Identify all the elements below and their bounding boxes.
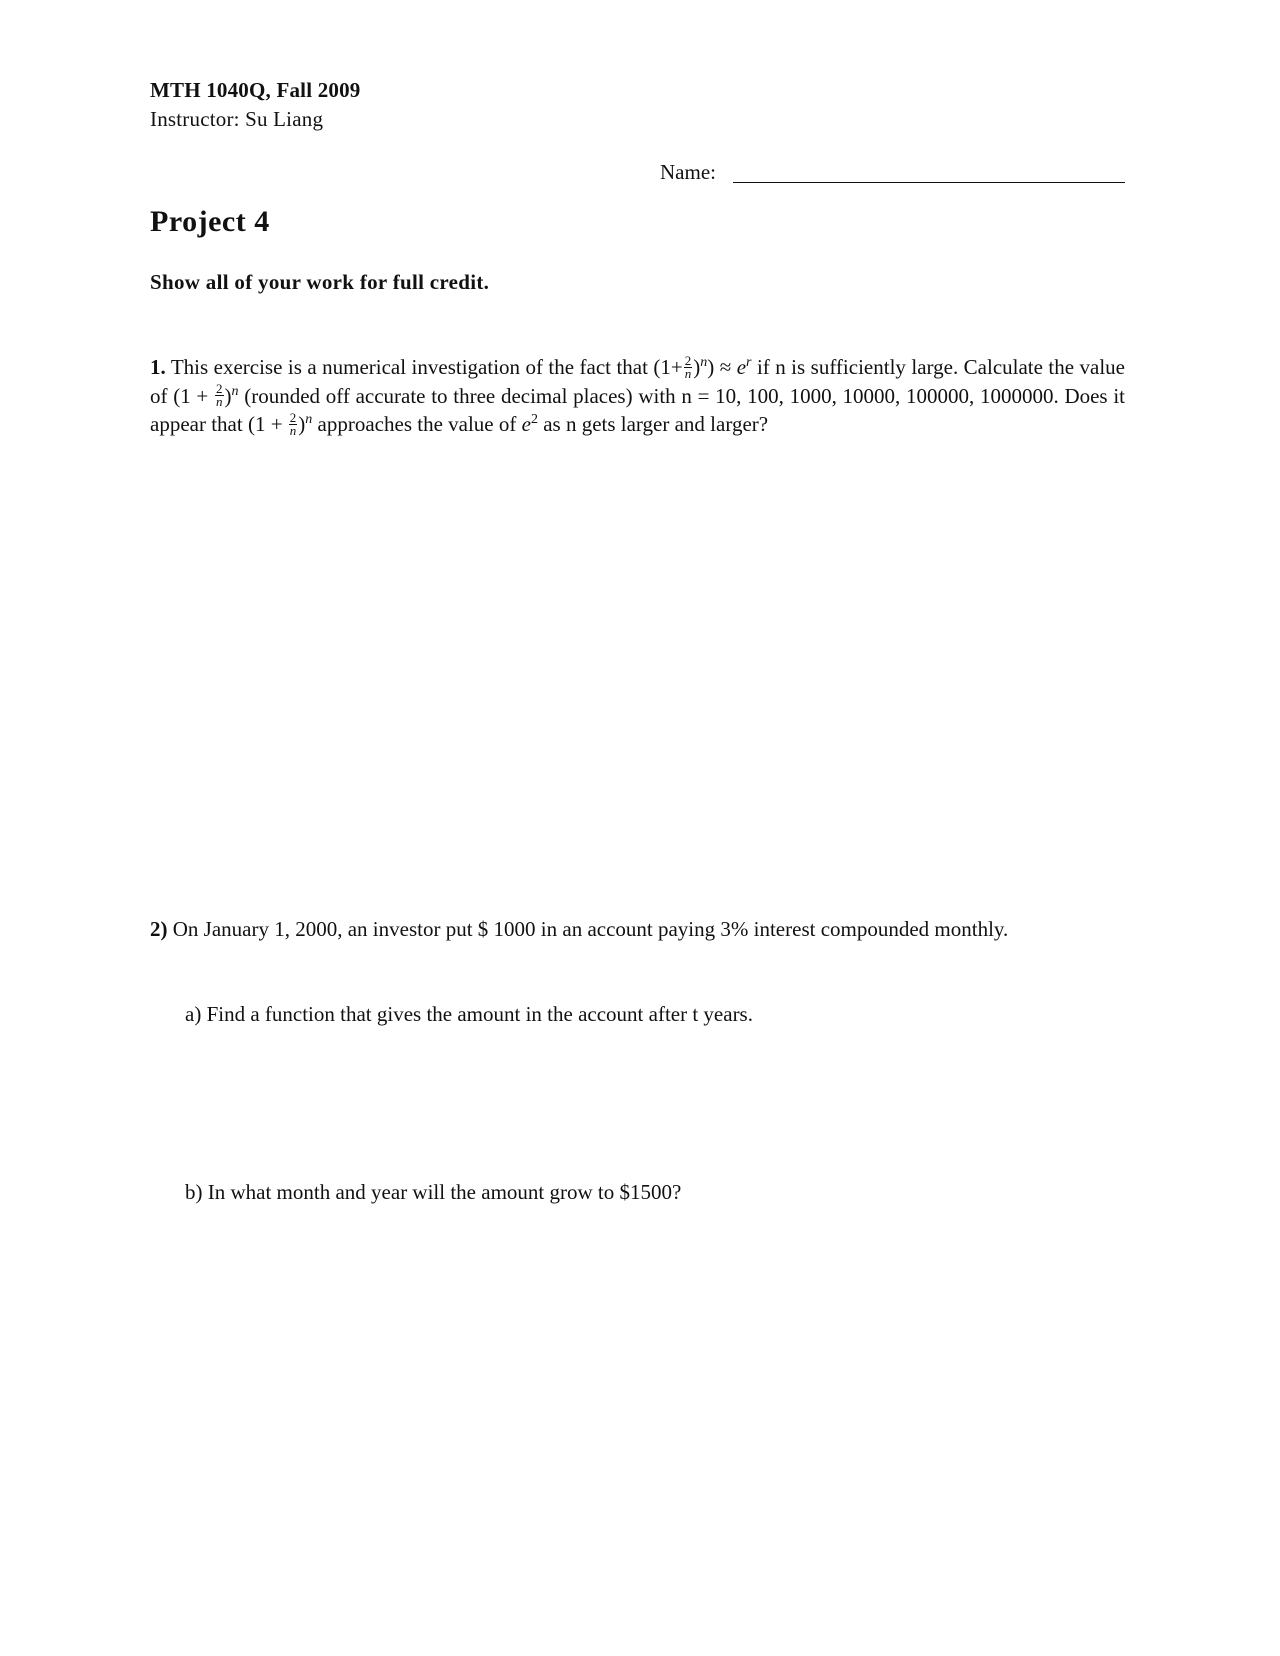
name-blank-line — [733, 182, 1125, 183]
expression-formula-2: (1 + $\frac{2}{n}$ )$^n$ — [247, 410, 313, 439]
limit-formula: (1+ $\frac{2}{n}$ )$^n) \approx e^r$ — [653, 352, 752, 381]
problem-1-number: 1. — [150, 355, 166, 379]
expression-formula: (1 + $\frac{2}{n}$ )$^n$ — [173, 381, 239, 410]
problem-2-part-a: a) Find a function that gives the amount in the account after t years. — [185, 1002, 753, 1026]
problem-2-text: On January 1, 2000, an investor put $ 1000 in an account paying 3% interest compounded monthly. — [167, 917, 1009, 941]
instructor-line: Instructor: Su Liang — [150, 107, 324, 131]
problem-1-text-e: as n gets larger and larger? — [537, 412, 769, 437]
problem-1-text-a: This exercise is a numerical investigation of the fact that — [170, 355, 654, 379]
problem-1-text-d: approaches the value of — [312, 412, 522, 437]
course-heading: MTH 1040Q, Fall 2009 — [150, 78, 361, 102]
problem-1 — [150, 353, 1125, 439]
problem-2 — [150, 915, 1125, 944]
problem-1-text-c: (rounded off accurate to three decimal places) with n = 10, 100, 1000, 10000, 100000, 1000000. Does it appear that — [150, 383, 1125, 437]
e-squared-formula: $e^2$ — [521, 412, 538, 437]
name-field — [660, 160, 1125, 190]
page-title: Project 4 — [150, 205, 270, 238]
problem-1-text-b: if n is sufficiently large. Calculate the value of — [150, 355, 1126, 408]
problem-2-number: 2) — [150, 917, 168, 941]
problem-2-part-b: b) In what month and year will the amount grow to $1500? — [185, 1180, 682, 1204]
instructions: Show all of your work for full credit. — [150, 270, 490, 294]
name-label: Name: — [660, 160, 716, 184]
